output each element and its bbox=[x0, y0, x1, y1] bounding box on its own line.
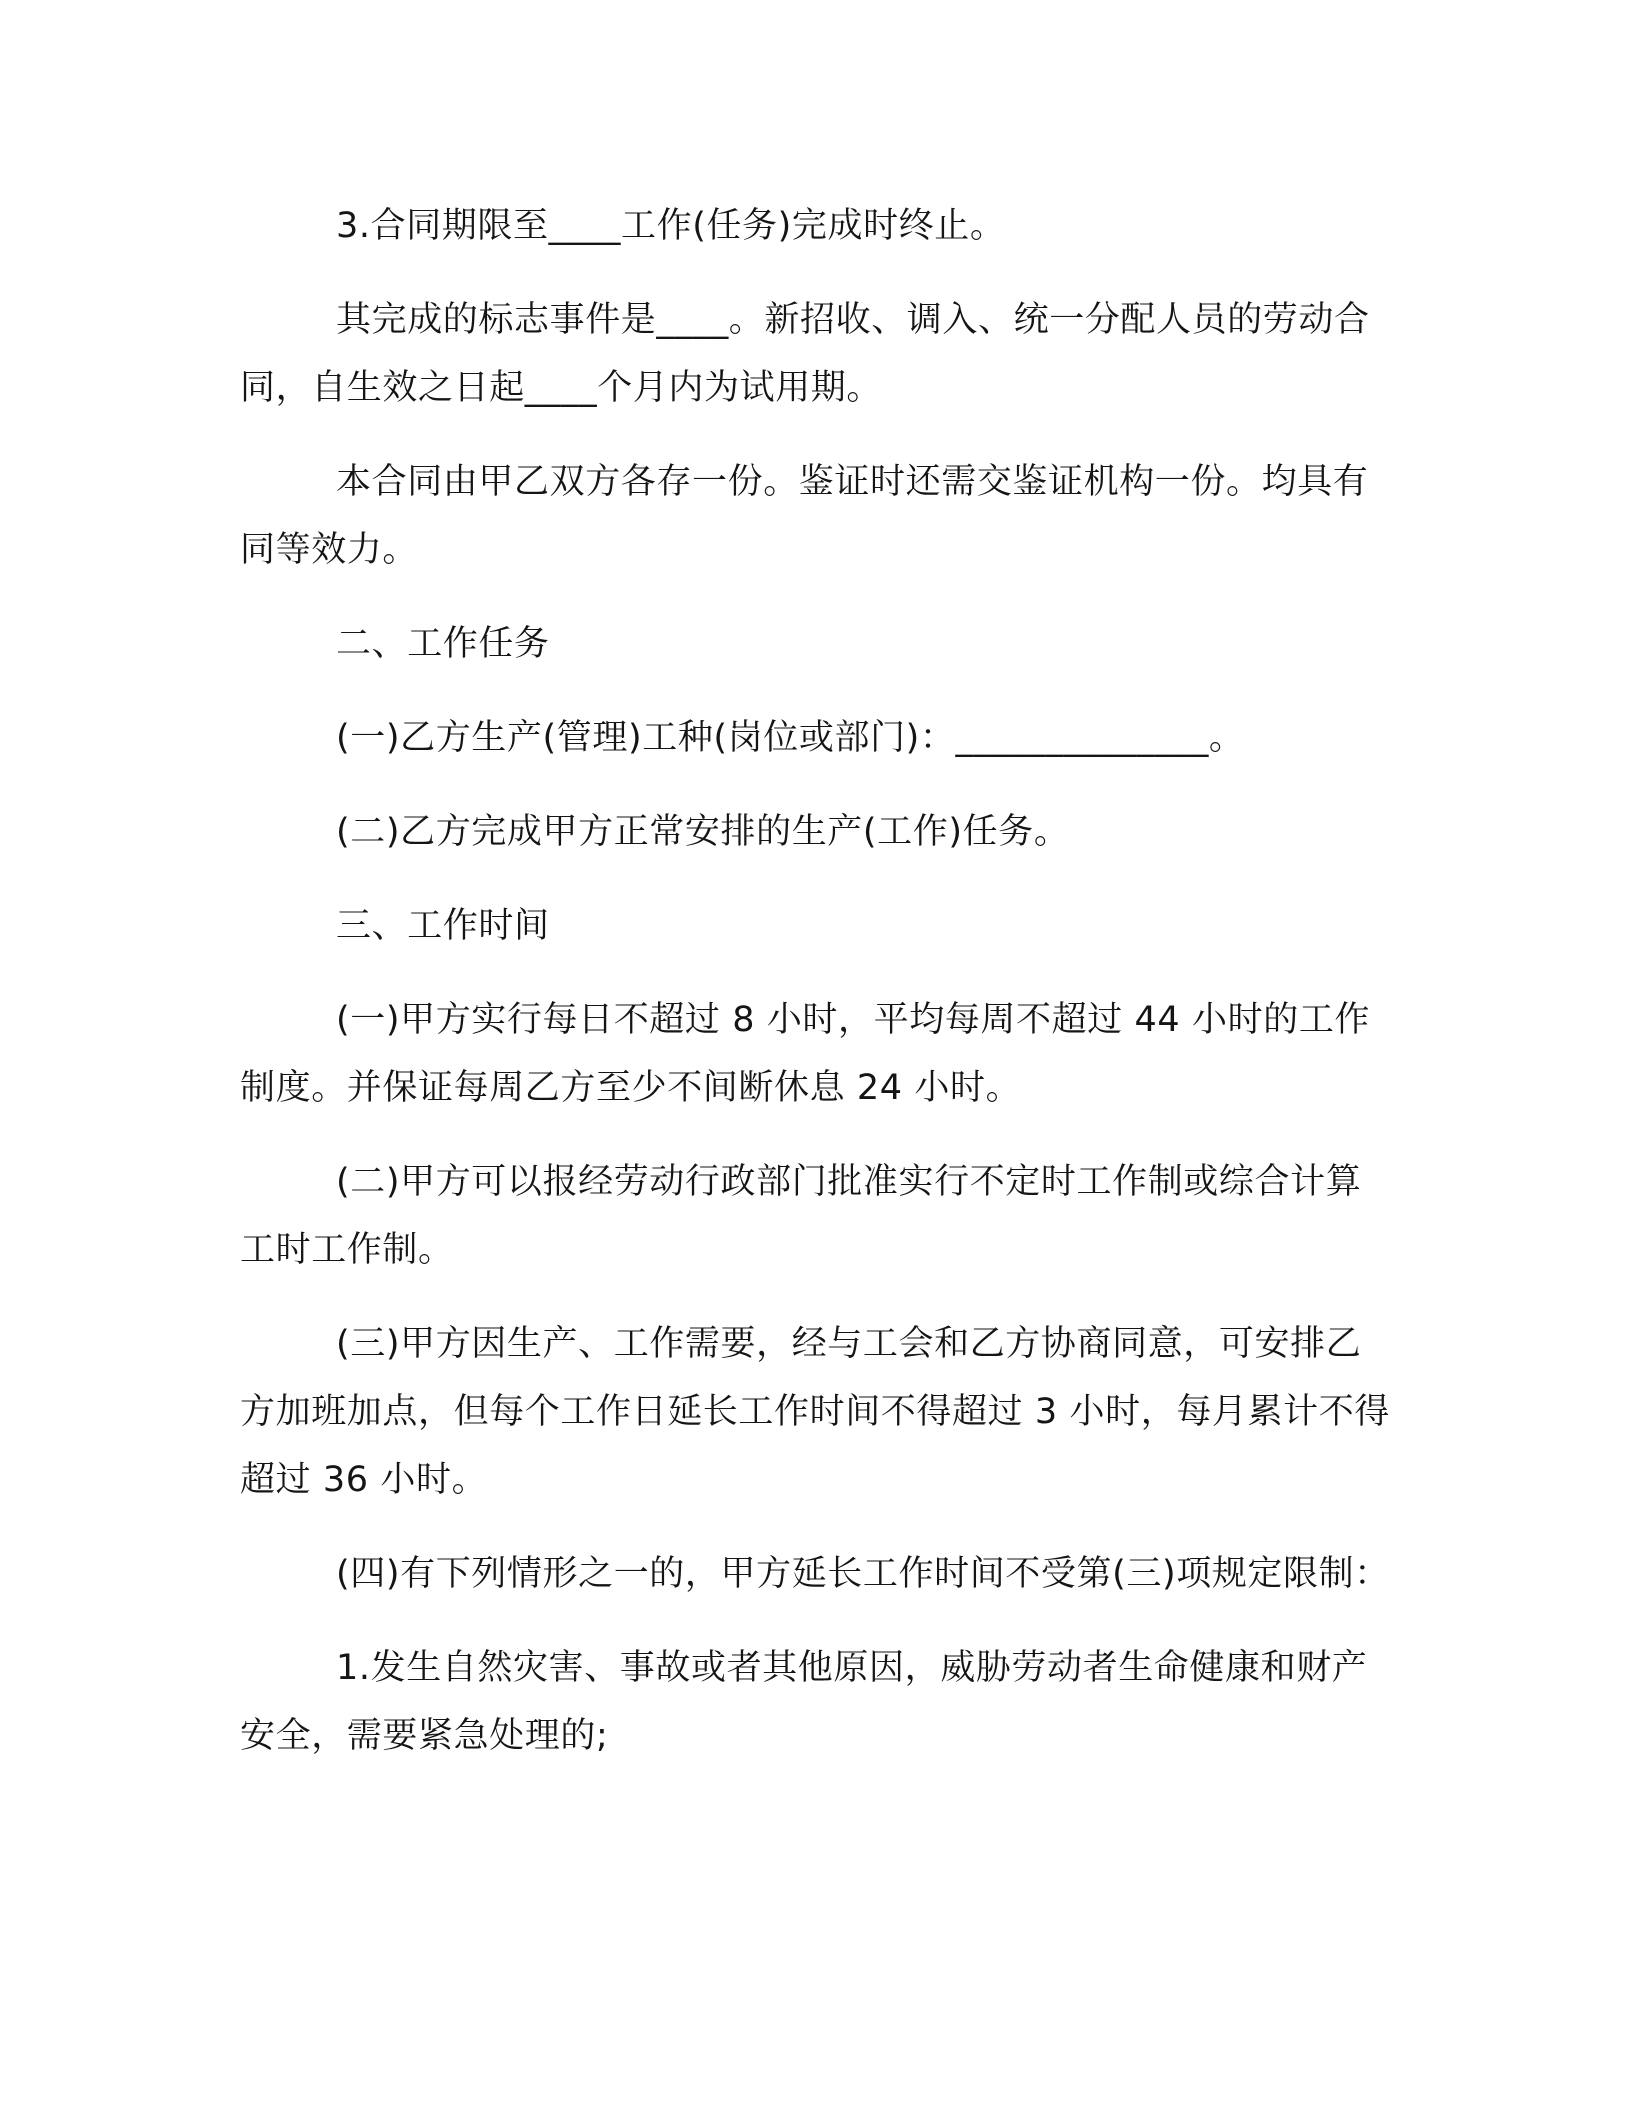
paragraph-exceptions: (四)有下列情形之一的，甲方延长工作时间不受第(三)项规定限制： bbox=[336, 1554, 1390, 1594]
heading-work-tasks: 二、工作任务 bbox=[336, 624, 550, 664]
paragraph-daily-hours: (一)甲方实行每日不超过 8 小时，平均每周不超过 44 小时的工作制度。并保证每周乙方至少不间断休息 24 小时。 bbox=[240, 1000, 1371, 1108]
paragraph-overtime: (三)甲方因生产、工作需要，经与工会和乙方协商同意，可安排乙方加班加点，但每个工作日延长工作时间不得超过 3 小时，每月累计不得超过 36 小时。 bbox=[240, 1324, 1390, 1500]
paragraph-disaster: 1.发生自然灾害、事故或者其他原因，威胁劳动者生命健康和财产安全，需要紧急处理的; bbox=[240, 1648, 1368, 1756]
heading-working-hours: 三、工作时间 bbox=[336, 906, 550, 946]
paragraph-job-type: (一)乙方生产(管理)工种(岗位或部门)：______________。 bbox=[336, 718, 1245, 758]
document-body bbox=[240, 192, 1390, 1796]
paragraph-completion-event: 其完成的标志事件是____。新招收、调入、统一分配人员的劳动合同，自生效之日起____个月内为试用期。 bbox=[240, 300, 1370, 408]
paragraph-flexible-hours: (二)甲方可以报经劳动行政部门批准实行不定时工作制或综合计算工时工作制。 bbox=[240, 1162, 1362, 1270]
paragraph-copies: 本合同由甲乙双方各存一份。鉴证时还需交鉴证机构一份。均具有同等效力。 bbox=[240, 462, 1369, 570]
paragraph-contract-term: 3.合同期限至____工作(任务)完成时终止。 bbox=[336, 206, 1006, 246]
paragraph-complete-tasks: (二)乙方完成甲方正常安排的生产(工作)任务。 bbox=[336, 812, 1070, 852]
